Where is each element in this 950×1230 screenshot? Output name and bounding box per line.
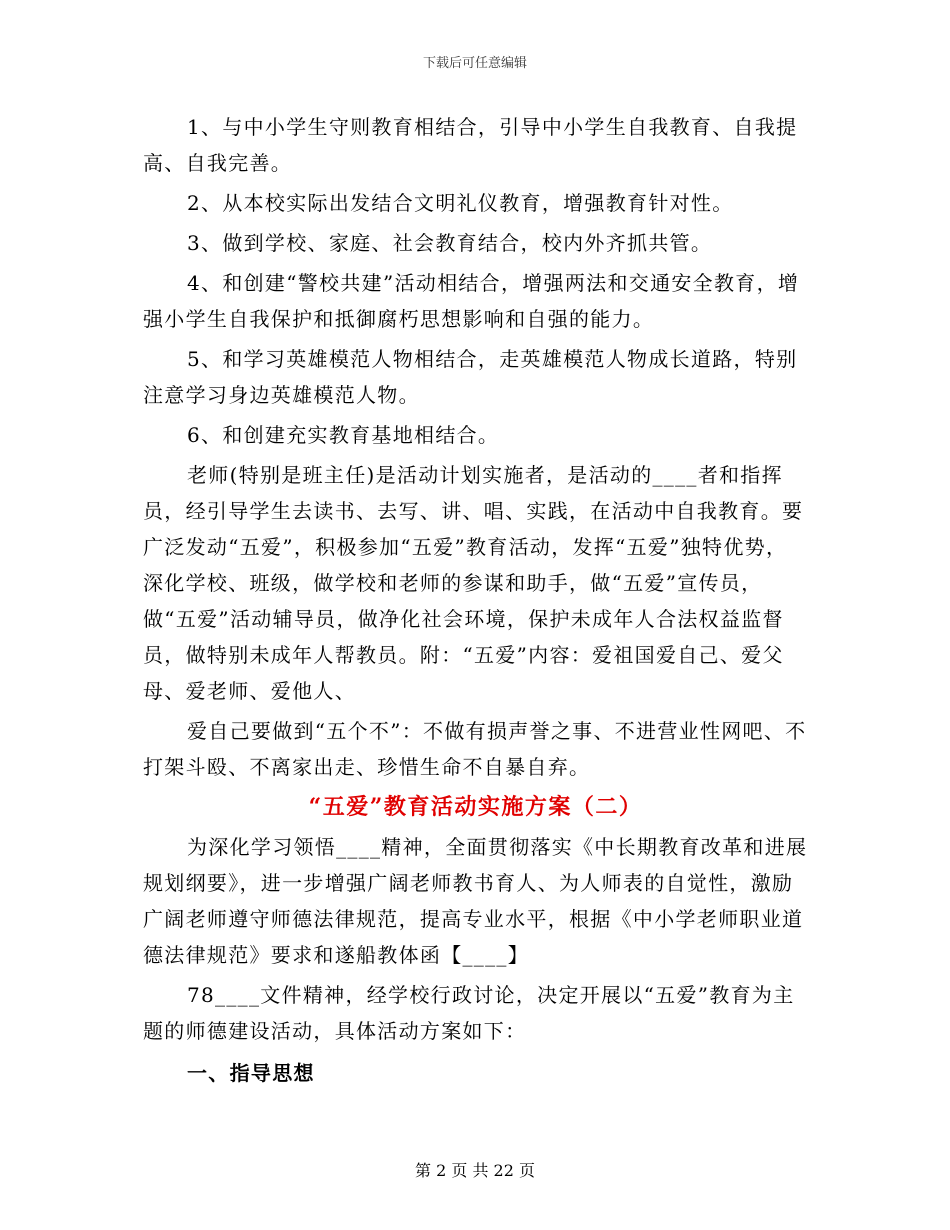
list-item-6: 6、和创建充实教育基地相结合。 <box>187 423 500 447</box>
five-nots-paragraph: 爱自己要做到“五个不”：不做有损声誉之事、不进营业性网吧、不打架斗殴、不离家出走、珍惜生命不自暴自弃。 <box>143 719 807 779</box>
list-item-1: 1、与中小学生守则教育相结合，引导中小学生自我教育、自我提高、自我完善。 <box>143 115 798 175</box>
decision-paragraph: 78____文件精神，经学校行政讨论，决定开展以“五爱”教育为主题的师德建设活动，具体活动方案如下： <box>143 983 795 1043</box>
list-item-5: 5、和学习英雄模范人物相结合，走英雄模范人物成长道路，特别注意学习身边英雄模范人物。 <box>143 347 798 407</box>
intro-paragraph: 为深化学习领悟____精神，全面贯彻落实《中长期教育改革和进展规划纲要》，进一步增强广阔老师教书育人、为人师表的自觉性，激励广阔老师遵守师德法律规范，提高专业水平，根据《中小学老师职业道德法律规范》要求和遂船教体函【____】 <box>143 835 808 967</box>
page-footer: 第 2 页 共 22 页 <box>415 1161 535 1180</box>
list-item-2: 2、从本校实际出发结合文明礼仪教育，增强教育针对性。 <box>187 191 734 215</box>
list-item-3: 3、做到学校、家庭、社会教育结合，校内外齐抓共管。 <box>187 231 713 255</box>
section-title: “五爱”教育活动实施方案（二） <box>308 794 643 820</box>
teacher-paragraph: 老师(特别是班主任)是活动计划实施者，是活动的____者和指挥员，经引导学生去读书、去写、讲、唱、实践，在活动中自我教育。要广泛发动“五爱”，积极参加“五爱”教育活动，发挥“五爱”独特优势，深化学校、班级，做学校和老师的参谋和助手，做“五爱”宣传员，做“五爱”活动辅导员，做净化社会环境，保护未成年人合法权益监督员，做特别未成年人帮教员。附：“五爱”内容：爱祖国爱自己、爱父母、爱老师、爱他人、 <box>143 463 804 703</box>
list-item-4: 4、和创建“警校共建”活动相结合，增强两法和交通安全教育，增强小学生自我保护和抵御腐朽思想影响和自强的能力。 <box>143 271 800 331</box>
heading-guiding-ideology: 一、指导思想 <box>187 1061 315 1085</box>
page-header: 下载后可任意编辑 <box>422 56 527 71</box>
document-body <box>143 109 808 1091</box>
